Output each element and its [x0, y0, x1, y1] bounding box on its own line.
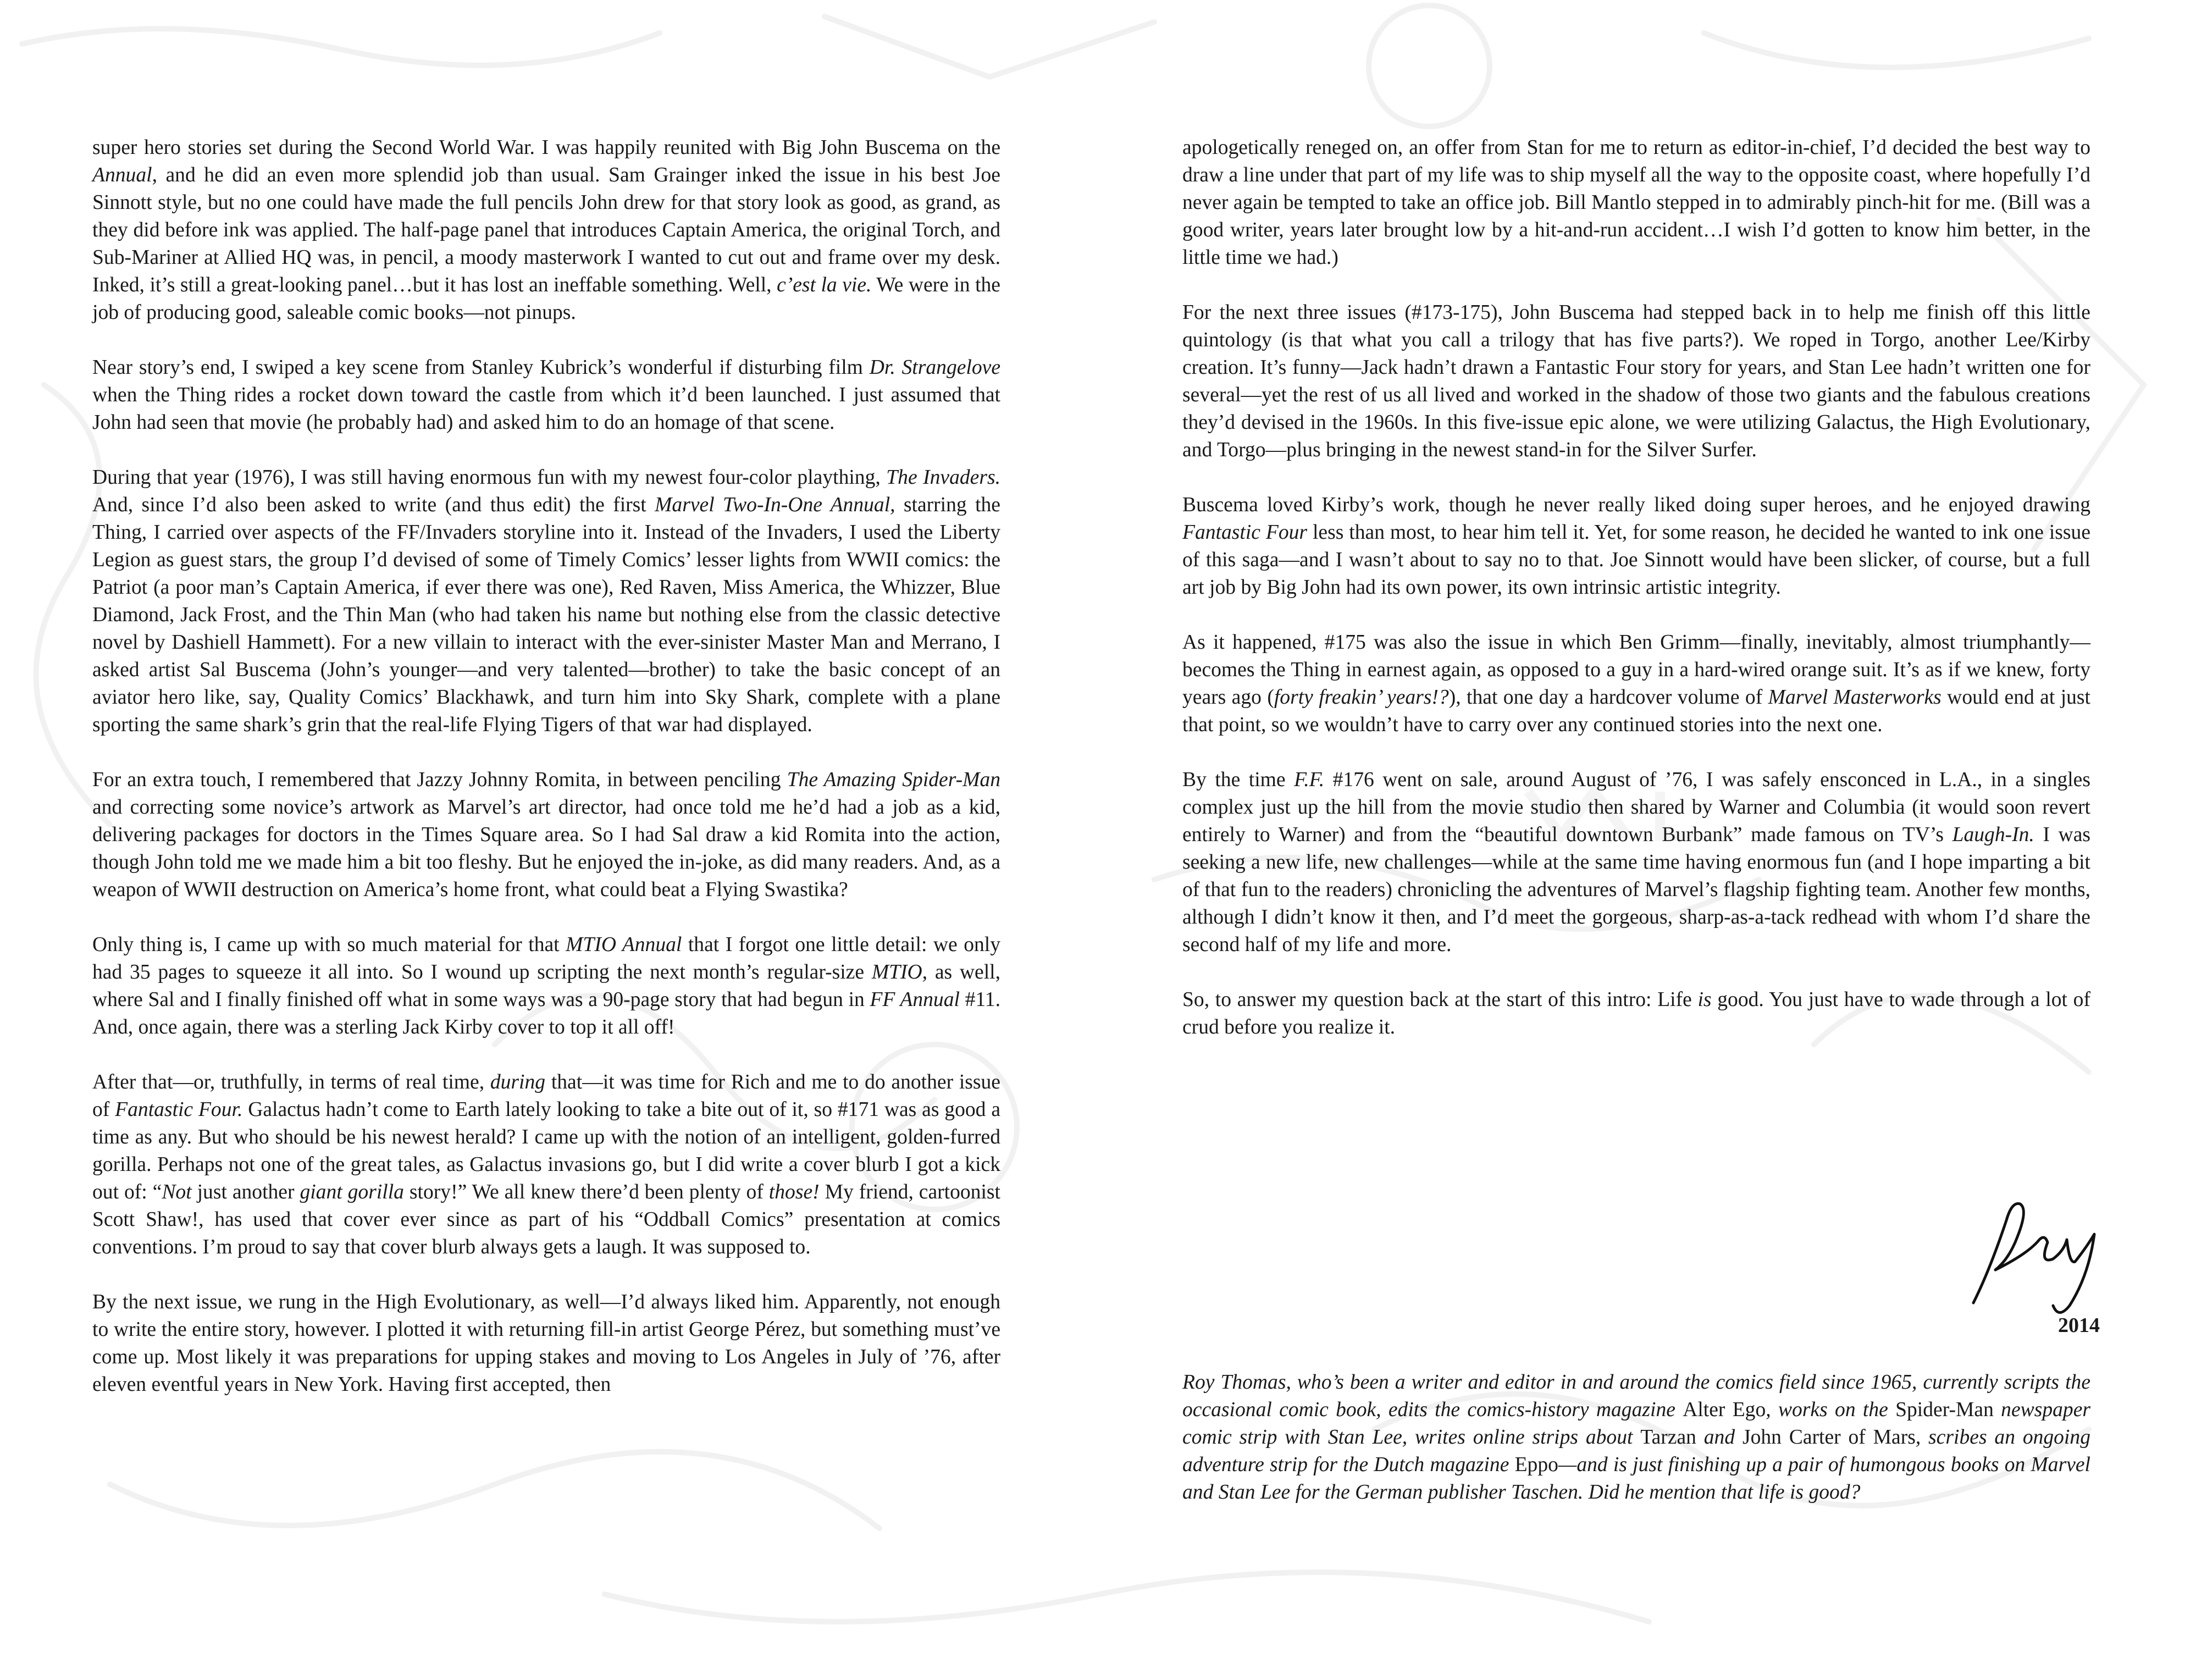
- bio-text: and: [1696, 1426, 1743, 1449]
- paragraph: [1182, 134, 2090, 272]
- text-run: #176 went on sale, around August of ’76, I was safely ensconced in L.A., in a singles complex just up the hill from the movie studio then shared by Warner and Columbia (it would soon revert entirely to Warner) and from the “beautiful downtown Burbank” made famous on TV’s: [1182, 769, 2090, 846]
- italic-title: is: [1697, 988, 1712, 1011]
- bio-title: John Carter of Mars: [1742, 1426, 1916, 1449]
- bio-title: Spider-Man: [1895, 1399, 1994, 1421]
- paragraph: [92, 1289, 1000, 1399]
- text-run: My friend, cartoonist Scott Shaw!, has used that cover ever since as part of his “Oddball Comics” presentation at comics conventions. I’m proud to say that cover blurb always gets a laugh. It was supposed to.: [92, 1181, 1000, 1258]
- text-run: starring the Thing, I carried over aspects of the FF/Invaders storyline into it. Instead of the Invaders, I used the Liberty Legion as guest stars, the group I’d devised of some of Timely Comics’ lesser lights from WWII comics: the Patriot (a poor man’s Captain America, if ever there was one), Red Raven, Miss America, the Whizzer, Blue Diamond, Jack Frost, and the Thin Man (who had taken his name but nothing else from the classic detective novel by Dashiell Hammett). For a new villain to interact with the ever-sinister Master Man and Merrano, I asked artist Sal Buscema (John’s younger—and very talented—brother) to take the basic concept of an aviator hero like, say, Quality Comics’ Blackhawk, and turn him into Sky Shark, complete with a plane sporting the same shark’s grin that the real-life Flying Tigers of that war had displayed.: [92, 494, 1000, 736]
- italic-title: Dr. Strangelove: [869, 356, 1001, 379]
- paragraph: [92, 134, 1000, 327]
- bio-text: newspaper comic strip with Stan Lee, writes online strips about: [1182, 1399, 2090, 1449]
- text-run: and correcting some novice’s artwork as Marvel’s art director, had once told me he’d had a job as a kid, delivering packages for doctors in the Times Square area. So I had Sal draw a kid Romita into the action, though John told me we made him a bit too fleshy. But he enjoyed the in-joke, as did many readers. And, as a weapon of WWII destruction on America’s home front, what could beat a Flying Swastika?: [92, 796, 1000, 901]
- paragraph: [92, 931, 1000, 1041]
- left-text-column: [92, 134, 1000, 1399]
- italic-title: Laugh-In.: [1952, 824, 2034, 846]
- text-run: For the next three issues (#173-175), John Buscema had stepped back in to help me finish off this little quintology (is that what you call a trilogy that has five parts?). We roped in Torgo, another Lee/Kirby creation. It’s funny—Jack hadn’t drawn a Fantastic Four story for years, and Stan Lee hadn’t written one for several—yet the rest of us all lived and worked in the shadow of those two giants and the fabulous creations they’d devised in the 1960s. In this five-issue epic alone, we were utilizing Galactus, the High Evolutionary, and Torgo—plus bringing in the newest stand-in for the Silver Surfer.: [1182, 301, 2090, 461]
- bio-text: Roy Thomas, who’s been a writer and editor in and around the comics field since 1965, currently scripts the occasional comic book, edits the comics-history magazine: [1182, 1371, 2090, 1421]
- paragraph: [92, 766, 1000, 904]
- italic-title: those!: [768, 1181, 820, 1203]
- bio-text: —and is just finishing up a pair of humongous books on Marvel and Stan Lee for the German publisher Taschen. Did he mention that life is good?: [1182, 1454, 2090, 1504]
- text-run: as well, where Sal and I finally finished off what in some ways was a 90-page story that had begun in: [92, 961, 1000, 1011]
- right-text-column: [1182, 134, 2090, 1041]
- bio-title: Alter Ego: [1683, 1399, 1766, 1421]
- italic-title: FF Annual: [870, 988, 960, 1011]
- italic-title: Fantastic Four.: [115, 1098, 243, 1121]
- italic-title: Marvel Two-In-One Annual,: [655, 494, 895, 516]
- text-run: Near story’s end, I swiped a key scene from Stanley Kubrick’s wonderful if disturbing film: [92, 356, 870, 379]
- text-run: ), that one day a hardcover volume of: [1448, 686, 1768, 709]
- text-run: Galactus hadn’t come to Earth lately looking to take a bite out of it, so #171 was as good a time as any. But who should be his newest herald? I came up with the notion of an intelligent, golden-furred gorilla. Perhaps not one of the great tales, as Galactus invasions go, but I did write a cover blurb I got a kick out of: “: [92, 1098, 1000, 1203]
- text-run: We were in the job of producing good, saleable comic books—not pinups.: [92, 274, 1000, 324]
- text-run: After that—or, truthfully, in terms of real time,: [92, 1071, 490, 1093]
- italic-title: MTIO Annual: [566, 933, 682, 956]
- paragraph: [92, 1069, 1000, 1261]
- italic-title: Fantastic Four: [1182, 521, 1308, 544]
- paragraph: [1182, 629, 2090, 739]
- text-run: And, since I’d also been asked to write (and thus edit) the first: [92, 494, 655, 516]
- text-run: apologetically reneged on, an offer from Stan for me to return as editor-in-chief, I’d decided the best way to draw a line under that part of my life was to ship myself all the way to the opposite coast, where hopefully I’d never again be tempted to take an office job. Bill Mantlo stepped in to admirably pinch-hit for me. (Bill was a good writer, years later brought low by a hit-and-run accident…I wish I’d gotten to know him better, in the little time we had.): [1182, 136, 2090, 269]
- text-run: For an extra touch, I remembered that Jazzy Johnny Romita, in between penciling: [92, 769, 787, 791]
- italic-title: during: [490, 1071, 546, 1093]
- text-run: good. You just have to wade through a lot of crud before you realize it.: [1182, 988, 2090, 1038]
- italic-title: Not: [162, 1181, 192, 1203]
- author-bio: [1182, 1369, 2090, 1506]
- text-run: By the next issue, we rung in the High Evolutionary, as well—I’d always liked him. Apparently, not enough to write the entire story, however. I plotted it with returning fill-in artist George Pérez, but something must’ve come up. Most likely it was preparations for upping stakes and moving to Los Angeles in July of ’76, after eleven eventful years in New York. Having first accepted, then: [92, 1291, 1000, 1396]
- bio-text: , scribes an ongoing adventure strip for the Dutch magazine: [1182, 1426, 2090, 1476]
- italic-title: F.F.: [1294, 769, 1325, 791]
- text-run: less than most, to hear him tell it. Yet, for some reason, he decided he wanted to ink one issue of this saga—and I wasn’t about to say no to that. Joe Sinnott would have been slicker, of course, but a full art job by Big John had its own power, its own intrinsic artistic integrity.: [1182, 521, 2090, 599]
- paragraph: [1182, 491, 2090, 601]
- text-run: #11. And, once again, there was a sterling Jack Kirby cover to top it all off!: [92, 988, 1000, 1038]
- text-run: story!” We all knew there’d been plenty of: [403, 1181, 769, 1203]
- italic-title: The Invaders.: [886, 466, 1000, 489]
- paragraph: [92, 354, 1000, 436]
- italic-title: Annual: [92, 164, 152, 186]
- italic-title: Marvel Masterworks: [1768, 686, 1941, 709]
- text-run: , and he did an even more splendid job than usual. Sam Grainger inked the issue in his best Joe Sinnott style, but no one could have made the full pencils John drew for that story look as good, as grand, as they did before ink was applied. The half-page panel that introduces Captain America, the original Torch, and Sub-Mariner at Allied HQ was, in pencil, a moody masterwork I wanted to cut out and frame over my desk. Inked, it’s still a great-looking panel…but it has lost an ineffable something. Well,: [92, 164, 1000, 296]
- text-run: During that year (1976), I was still having enormous fun with my newest four-color plaything,: [92, 466, 887, 489]
- paragraph: [1182, 766, 2090, 959]
- text-run: that—it was time for Rich and me to do another issue of: [92, 1071, 1000, 1121]
- text-run: Buscema loved Kirby’s work, though he never really liked doing super heroes, and he enjoyed drawing: [1182, 494, 2090, 516]
- signature-roy: [1957, 1187, 2100, 1314]
- text-run: As it happened, #175 was also the issue in which Ben Grimm—finally, inevitably, almost triumphantly—becomes the Thing in earnest again, as opposed to a guy in a hard-wired orange suit. It’s as if we knew, forty years ago (: [1182, 631, 2090, 709]
- bio-title: Eppo: [1514, 1454, 1558, 1476]
- paragraph: [92, 464, 1000, 739]
- text-run: when the Thing rides a rocket down toward the castle from which it’d been launched. I just assumed that John had seen that movie (he probably had) and asked him to do an homage of that scene.: [92, 384, 1000, 434]
- italic-title: c’est la vie.: [777, 274, 872, 296]
- text-run: just another: [191, 1181, 300, 1203]
- text-run: would end at just that point, so we wouldn’t have to carry over any continued stories into the next one.: [1182, 686, 2090, 736]
- text-run: I was seeking a new life, new challenges—while at the same time having enormous fun (and I hope imparting a bit of that fun to the readers) chronicling the adventures of Marvel’s flagship fighting team. Another few months, although I didn’t know it then, and I’d meet the gorgeous, sharp-as-a-tack redhead with whom I’d share the second half of my life and more.: [1182, 824, 2091, 956]
- italic-title: MTIO,: [871, 961, 928, 983]
- paragraph: [1182, 986, 2090, 1041]
- bio-title: Tarzan: [1640, 1426, 1696, 1449]
- italic-title: giant gorilla: [300, 1181, 404, 1203]
- paragraph: [1182, 299, 2090, 464]
- text-run: By the time: [1182, 769, 1295, 791]
- text-run: So, to answer my question back at the start of this intro: Life: [1182, 988, 1698, 1011]
- text-run: Only thing is, I came up with so much material for that: [92, 933, 566, 956]
- bio-text: , works on the: [1766, 1399, 1896, 1421]
- signature-year: 2014: [2058, 1314, 2100, 1337]
- italic-title: forty freakin’ years!?: [1274, 686, 1449, 709]
- italic-title: The Amazing Spider-Man: [787, 769, 1000, 791]
- text-run: that I forgot one little detail: we only had 35 pages to squeeze it all into. So I wound up scripting the next month’s regular-size: [92, 933, 1000, 983]
- signature-block: [1957, 1187, 2100, 1347]
- text-run: super hero stories set during the Second World War. I was happily reunited with Big John Buscema on the: [92, 136, 1000, 159]
